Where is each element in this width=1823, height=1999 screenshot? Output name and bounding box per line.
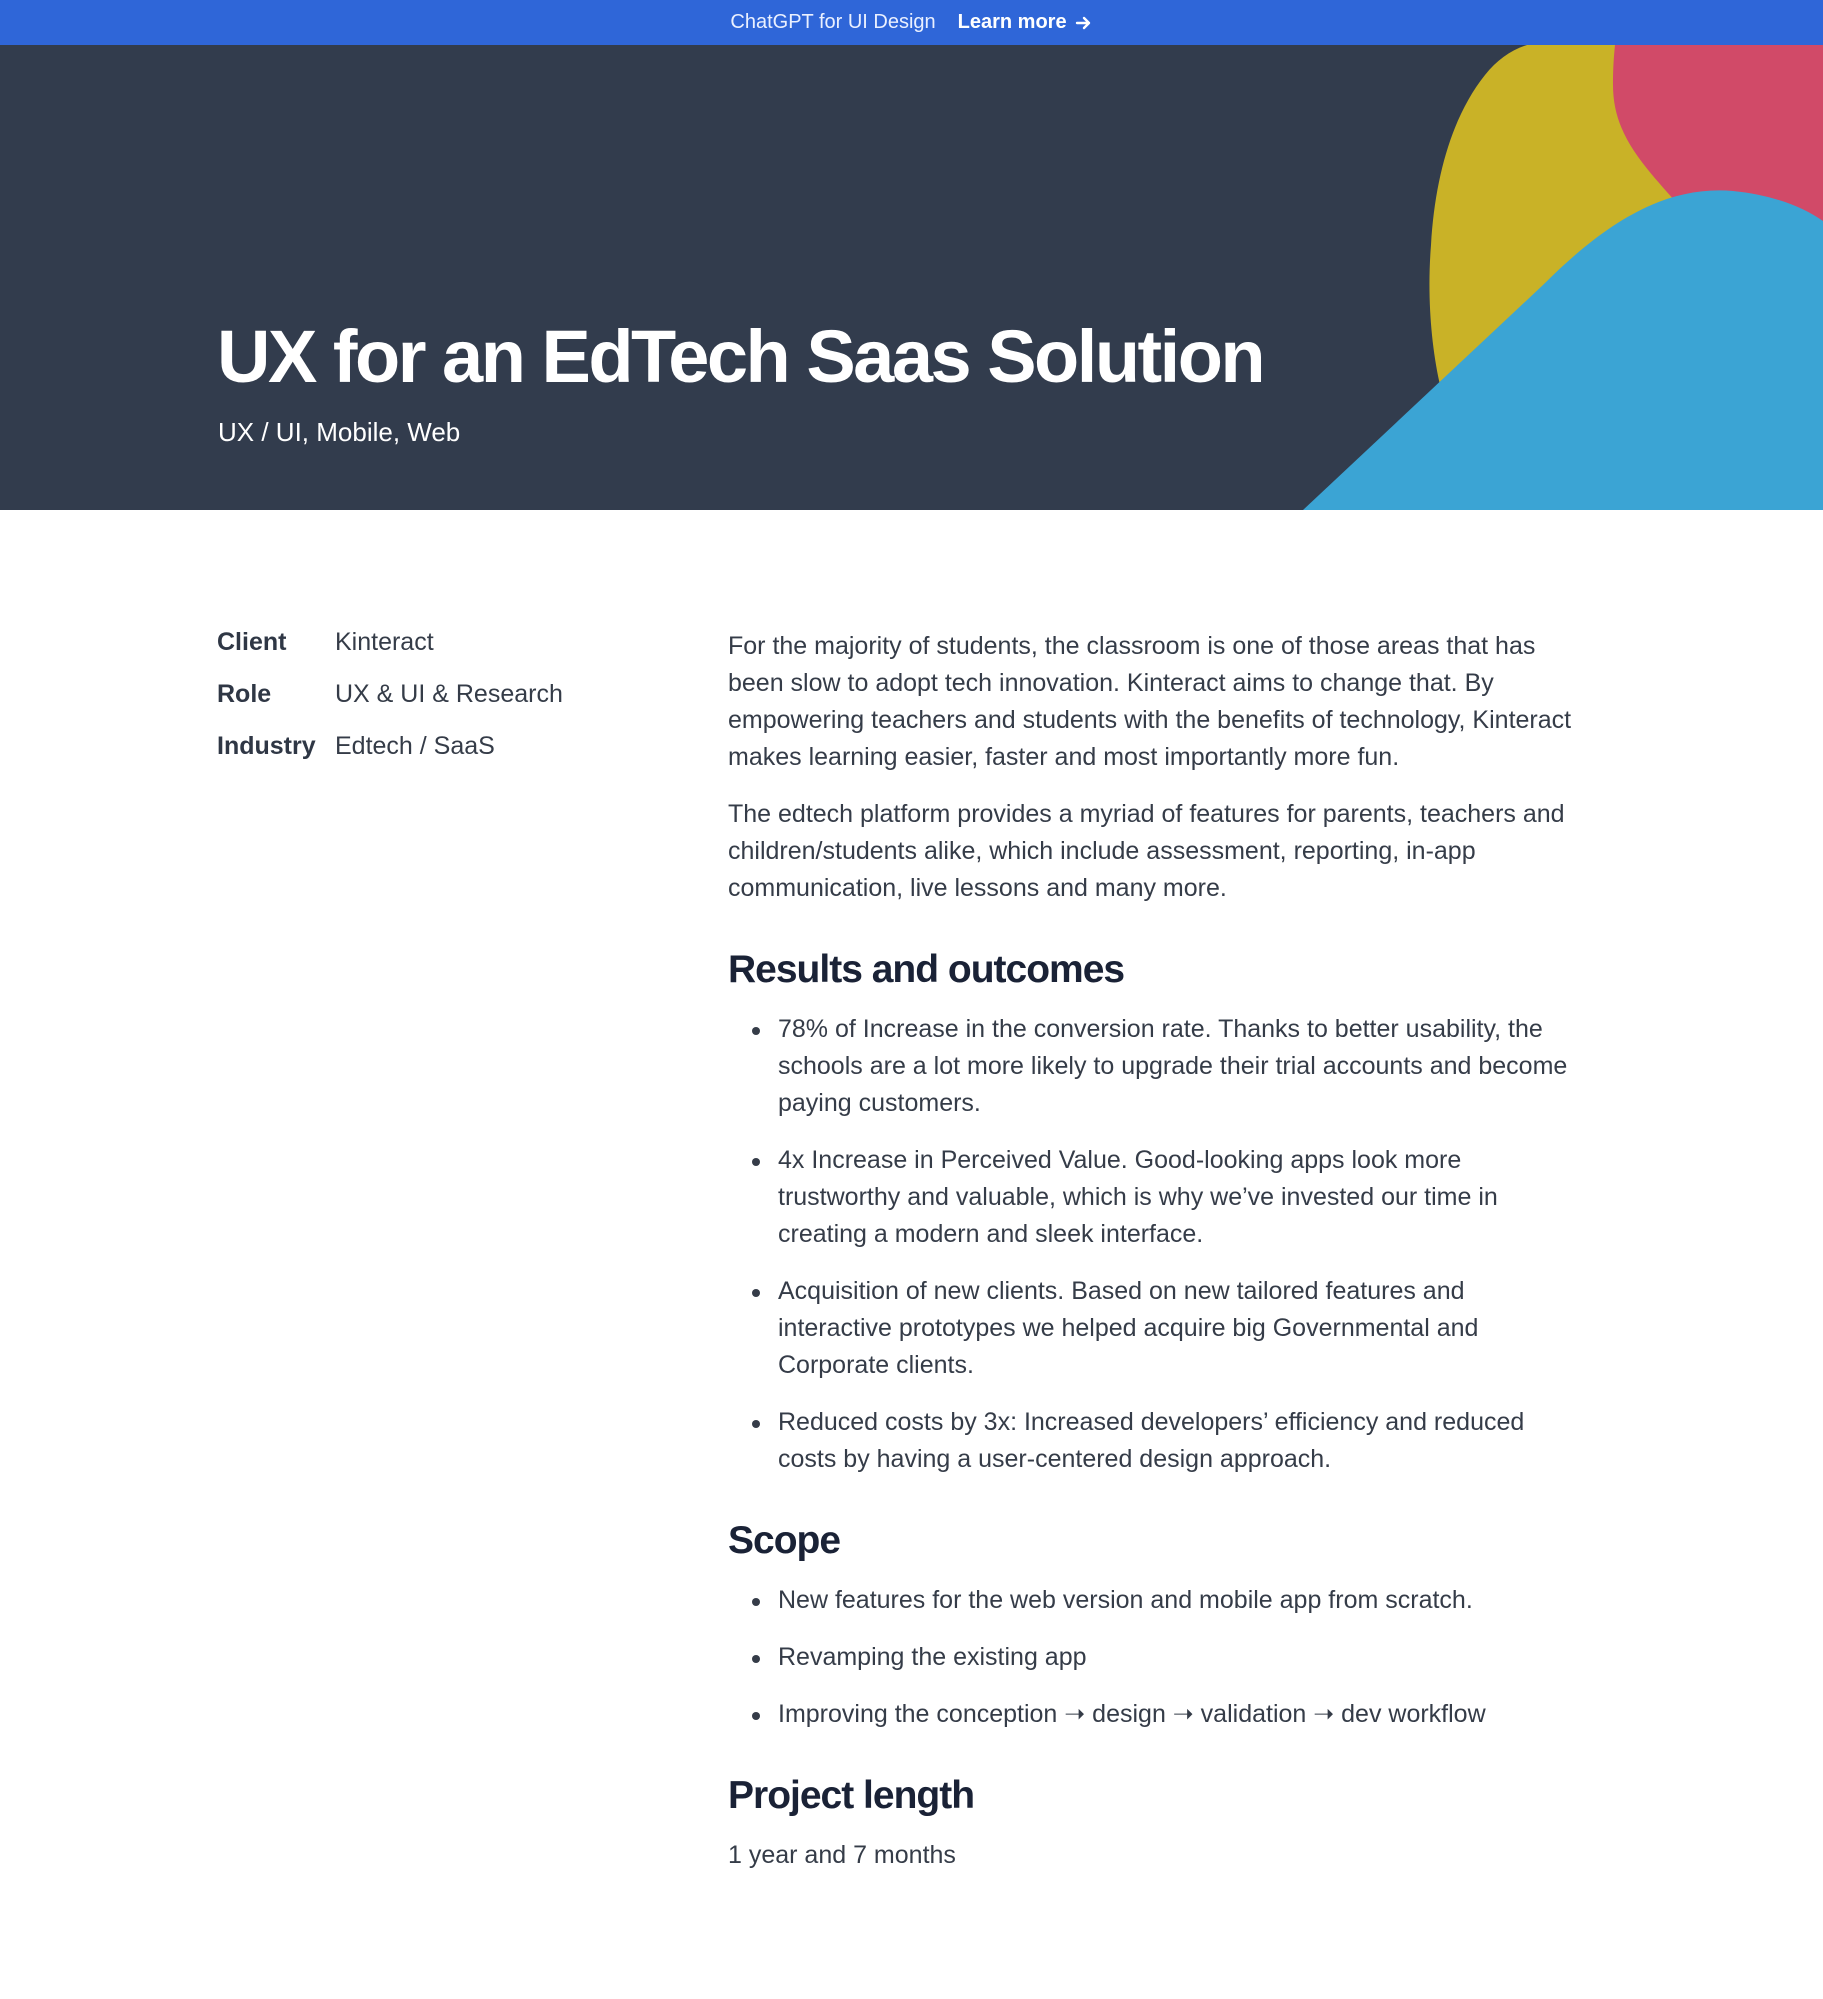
promo-text: ChatGPT for UI Design: [730, 11, 936, 33]
meta-label: Industry: [217, 732, 316, 760]
project-length-heading: Project length: [728, 1774, 975, 1817]
hero-section: [0, 45, 1823, 510]
project-length-value: 1 year and 7 months: [728, 1841, 956, 1869]
bullet-icon: [752, 1289, 760, 1297]
learn-more-link[interactable]: [958, 11, 1093, 34]
meta-value: Kinteract: [335, 628, 434, 656]
page-subtitle: UX / UI, Mobile, Web: [218, 417, 461, 447]
list-item-text: New features for the web version and mobile app from scratch.: [778, 1586, 1473, 1614]
project-meta: [217, 628, 677, 784]
page-title: UX for an EdTech Saas Solution: [217, 315, 1264, 398]
list-item: [778, 1142, 1578, 1253]
list-item: [778, 1696, 1578, 1733]
results-heading: Results and outcomes: [728, 948, 1125, 991]
bullet-icon: [752, 1655, 760, 1663]
meta-row-role: [217, 680, 677, 732]
case-study-content: [728, 628, 1578, 1894]
learn-more-label: Learn more: [957, 11, 1067, 33]
results-list: [728, 1011, 1578, 1478]
list-item-text: Acquisition of new clients. Based on new tailored features and interactive prototypes we helped acquire big Governmental and Corporate clients.: [778, 1277, 1479, 1379]
list-item: [778, 1273, 1578, 1384]
meta-label: Client: [217, 628, 287, 656]
meta-label: Role: [217, 680, 272, 708]
meta-row-client: [217, 628, 677, 680]
meta-value: UX & UI & Research: [335, 680, 563, 708]
list-item: [778, 1639, 1578, 1676]
list-item-text: 4x Increase in Perceived Value. Good-looking apps look more trustworthy and valuable, which is why we’ve invested our time in creating a modern and sleek interface.: [778, 1146, 1498, 1248]
list-item: [778, 1582, 1578, 1619]
scope-heading: Scope: [728, 1519, 841, 1562]
list-item-text: Reduced costs by 3x: Increased developers’ efficiency and reduced costs by having a user-centered design approach.: [778, 1408, 1525, 1473]
arrow-right-icon: [1075, 14, 1093, 32]
bullet-icon: [752, 1027, 760, 1035]
meta-row-industry: [217, 732, 677, 784]
list-item-text: 78% of Increase in the conversion rate. Thanks to better usability, the schools are a lot more likely to upgrade their trial accounts and become paying customers.: [778, 1015, 1568, 1117]
intro-paragraph: The edtech platform provides a myriad of features for parents, teachers and children/students alike, which include assessment, reporting, in-app communication, live lessons and many more.: [728, 800, 1565, 902]
intro-paragraph: For the majority of students, the classroom is one of those areas that has been slow to adopt tech innovation. Kinteract aims to change that. By empowering teachers and students with the benefits of technology, Kinteract makes learning easier, faster and most importantly more fun.: [728, 632, 1572, 771]
hero-decorative-shapes: [1303, 45, 1823, 510]
bullet-icon: [752, 1420, 760, 1428]
scope-list: [728, 1582, 1578, 1733]
bullet-icon: [752, 1158, 760, 1166]
promo-banner: [0, 0, 1823, 45]
meta-value: Edtech / SaaS: [335, 732, 495, 760]
list-item-text: Improving the conception ➝ design ➝ validation ➝ dev workflow: [778, 1700, 1486, 1728]
bullet-icon: [752, 1712, 760, 1720]
list-item: [778, 1011, 1578, 1122]
list-item: [778, 1404, 1578, 1478]
list-item-text: Revamping the existing app: [778, 1643, 1087, 1671]
bullet-icon: [752, 1598, 760, 1606]
